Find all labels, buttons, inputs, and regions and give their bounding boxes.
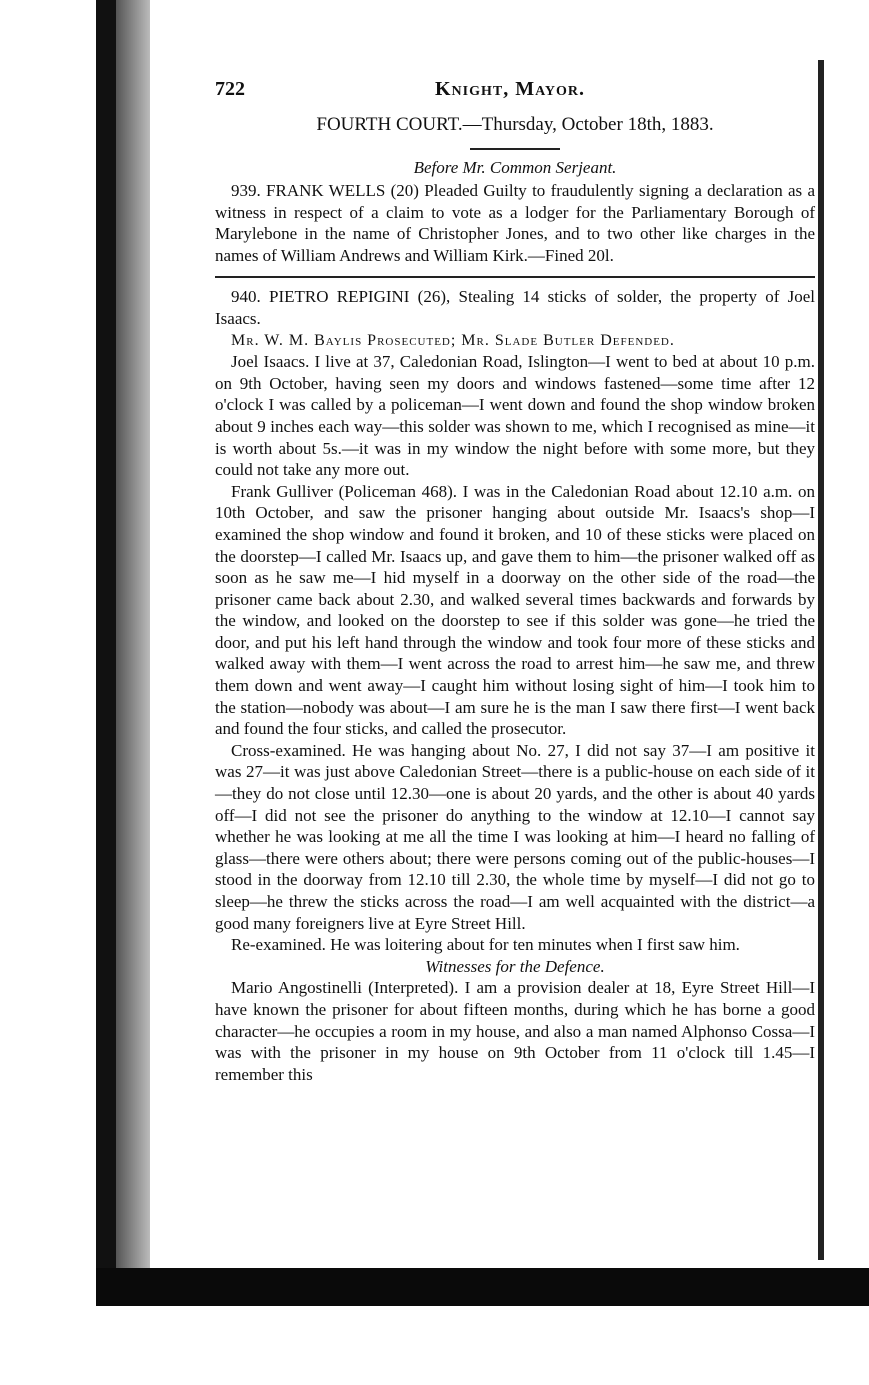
document-page <box>150 40 818 1268</box>
court-heading: FOURTH COURT.—Thursday, October 18th, 1883. <box>316 114 714 135</box>
testimony-paragraph: Joel Isaacs. I live at 37, Caledonian Road, Islington—I went to bed at about 10 p.m. on 9th October, having seen my doors and windows fastened—some time after 12 o'clock I was called by a policeman—I went down and found the shop window broken about 9 inches each way—this solder was shown to me, which I recognised as mine—it is worth about 5s.—it was in my window the night before with some more, but they could not take any more out. <box>215 352 815 480</box>
testimony-paragraph: Re-examined. He was loitering about for ten minutes when I first saw him. <box>231 935 740 955</box>
counsel-line: Mr. W. M. Baylis Prosecuted; Mr. Slade Butler Defended. <box>231 331 675 349</box>
facing-page-edge <box>818 60 824 1260</box>
case-939-text: 939. FRANK WELLS (20) Pleaded Guilty to fraudulently signing a declaration as a witness in respect of a claim to vote as a lodger for the Parliamentary Borough of Marylebone in the name of Christopher Jones, and to two other like charges in the names of William Andrews and William Kirk.—Fined 20l. <box>215 181 815 265</box>
before-line: Before Mr. Common Serjeant. <box>413 158 617 177</box>
running-title: Knight, Mayor. <box>435 78 586 100</box>
book-gutter <box>116 0 150 1290</box>
page-number: 722 <box>215 78 245 100</box>
scan-bottom-border <box>96 1268 869 1306</box>
page-content <box>215 78 815 1085</box>
defence-heading: Witnesses for the Defence. <box>425 956 605 976</box>
defence-paragraph: Mario Angostinelli (Interpreted). I am a provision dealer at 18, Eyre Street Hill—I have known the prisoner for about fifteen months, during which he has borne a good character—he occupies a room in my house, and also a man named Alphonso Cossa—I was with the prisoner in my house on 9th October from 11 o'clock till 1.45—I remember this <box>215 978 815 1084</box>
case-divider <box>215 276 815 278</box>
case-940-title: 940. PIETRO REPIGINI (26), Stealing 14 sticks of solder, the property of Joel Isaacs. <box>215 287 815 328</box>
testimony-paragraph: Cross-examined. He was hanging about No. 27, I did not say 37—I am positive it was 27—it was just above Caledonian Street—there is a public-house on each side of it—they do not close until 12.30—one is about 20 yards, and the other is about 40 yards off—I did not see the prisoner do anything to the window at 12.10—I cannot say whether he was looking at me all the time I was looking at him—I heard no falling of glass—there were others about; there were persons coming out of the public-houses—I stood in the doorway from 12.10 till 2.30, the whole time by myself—I did not go to sleep—he threw the sticks across the road—I am well acquainted with the district—a good many foreigners live at Eyre Street Hill. <box>215 740 815 933</box>
testimony-paragraph: Frank Gulliver (Policeman 468). I was in the Caledonian Road about 12.10 a.m. on 10th October, and saw the prisoner hanging about outside Mr. Isaacs's shop—I examined the shop window and found it broken, and 10 of these sticks were placed on the doorstep—I called Mr. Isaacs up, and gave them to him—the prisoner walked off as soon as he saw me—I hid myself in a doorway on the other side of the road—the prisoner came back about 2.30, and walked several times backwards and forwards by the window, and looked on the doorstep to see if this solder was gone—he tried the door, and put his left hand through the window and took four more of these sticks and walked away with them—I went across the road to arrest him—he saw me, and threw them down and went away—I caught him without losing sight of him—I took him to the station—nobody was about—I am sure he is the man I saw there first—I went back and found the four sticks, and called the prosecutor. <box>215 481 815 739</box>
book-spine-shadow <box>96 0 116 1290</box>
short-rule <box>470 148 560 150</box>
running-header <box>215 78 815 112</box>
